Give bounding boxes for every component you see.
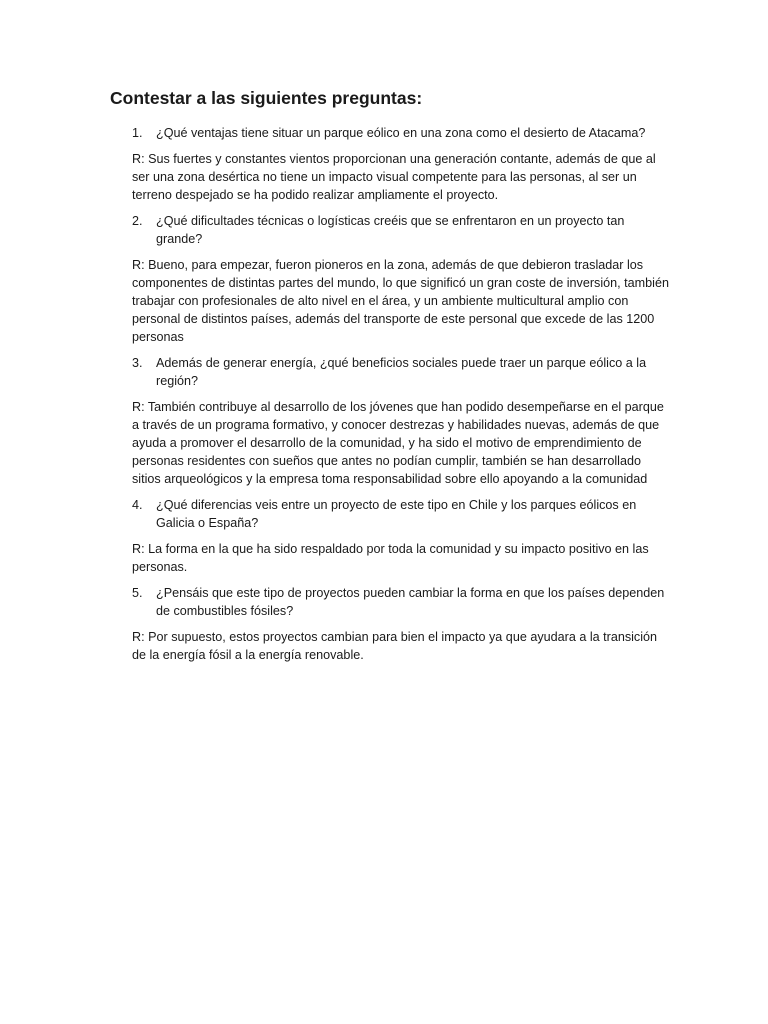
question-2 [110,212,670,248]
question-4 [110,496,670,532]
question-text: Además de generar energía, ¿qué beneficios sociales puede traer un parque eólico a la región? [156,356,647,388]
question-text: ¿Qué ventajas tiene situar un parque eólico en una zona como el desierto de Atacama? [156,126,646,140]
qa-item-1 [110,124,670,204]
qa-item-3 [110,354,670,488]
question-number: 3. [132,356,143,370]
answer-4: R: La forma en la que ha sido respaldado por toda la comunidad y su impacto positivo en las personas. [132,542,649,574]
question-text: ¿Qué dificultades técnicas o logísticas creéis que se enfrentaron en un proyecto tan grande? [156,214,625,246]
answer-1: R: Sus fuertes y constantes vientos proporcionan una generación contante, además de que al ser una zona desértica no tiene un impacto visual competente para las personas, al ser un terreno despejado se ha podido realizar ampliamente el proyecto. [132,152,656,202]
page-title: Contestar a las siguientes preguntas: [110,88,423,108]
question-3 [110,354,670,390]
qa-item-2 [110,212,670,346]
answer-2: R: Bueno, para empezar, fueron pioneros en la zona, además de que debieron trasladar los componentes de distintas partes del mundo, lo que significó un gran coste de inversión, también trabajar con profesionales de alto nivel en el área, y un ambiente multicultural amplio con personal de distintos países, además del transporte de este personal que excede de las 1200 personas [132,258,669,344]
question-number: 2. [132,214,143,228]
document-content [110,86,670,672]
question-number: 4. [132,498,143,512]
question-number: 1. [132,126,143,140]
question-number: 5. [132,586,143,600]
answer-3: R: También contribuye al desarrollo de los jóvenes que han podido desempeñarse en el parque a través de un programa formativo, y conocer destrezas y habilidades nuevas, además de que ayuda a promover el desarrollo de la comunidad, y ha sido el motivo de emprendimiento de personas residentes con sueños que antes no podían cumplir, también se han desarrollado sitios arqueológicos y la empresa toma responsabilidad sobre ello apoyando a la comunidad [132,400,664,486]
question-1 [110,124,670,142]
qa-item-5 [110,584,670,664]
answer-5: R: Por supuesto, estos proyectos cambian para bien el impacto ya que ayudara a la transición de la energía fósil a la energía renovable. [132,630,658,662]
qa-item-4 [110,496,670,576]
question-text: ¿Qué diferencias veis entre un proyecto de este tipo en Chile y los parques eólicos en Galicia o España? [156,498,637,530]
question-5 [110,584,670,620]
question-text: ¿Pensáis que este tipo de proyectos pueden cambiar la forma en que los países dependen de combustibles fósiles? [156,586,665,618]
